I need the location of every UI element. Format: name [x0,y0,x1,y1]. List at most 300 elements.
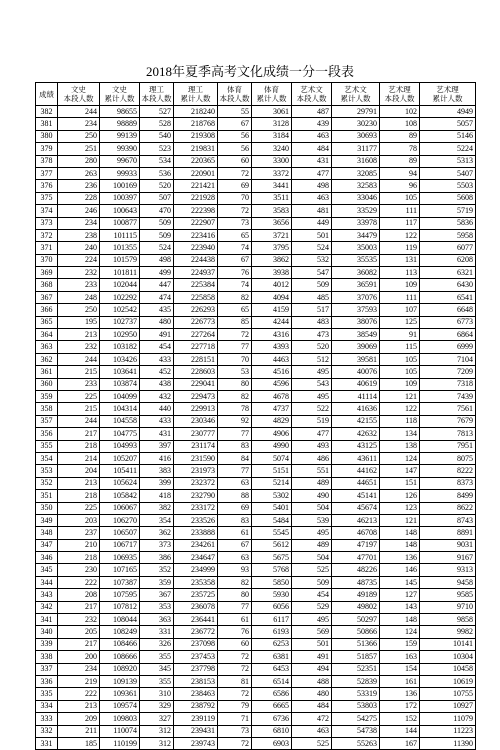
count-cell: 65 [218,304,252,316]
count-cell: 104099 [100,390,140,402]
count-cell: 238153 [174,675,218,687]
count-cell: 5074 [252,452,292,464]
count-cell: 9458 [420,576,476,588]
table-row [36,415,476,427]
count-cell: 447 [140,279,174,291]
table-row [36,254,476,266]
count-cell: 524 [140,242,174,254]
count-cell: 473 [292,329,332,341]
count-cell: 5302 [252,490,292,502]
score-cell: 344 [36,576,58,588]
count-cell: 219308 [174,130,218,142]
count-cell: 136 [380,552,420,564]
count-cell: 3300 [252,155,292,167]
count-cell: 151 [380,477,420,489]
score-cell: 341 [36,614,58,626]
table-row [36,353,476,365]
count-cell: 161 [380,675,420,687]
count-cell: 7104 [420,353,476,365]
count-cell: 7679 [420,415,476,427]
count-cell: 185 [58,737,100,749]
count-cell: 78 [218,403,252,415]
count-cell: 520 [140,180,174,192]
count-cell: 4094 [252,291,292,303]
count-cell: 454 [292,589,332,601]
count-cell: 3795 [252,242,292,254]
count-cell: 105 [380,192,420,204]
count-cell: 4596 [252,378,292,390]
count-cell: 480 [140,316,174,328]
count-cell: 41636 [332,403,380,415]
count-cell: 512 [292,353,332,365]
count-cell: 543 [292,378,332,390]
count-cell: 540 [140,130,174,142]
score-cell: 378 [36,155,58,167]
count-cell: 6430 [420,279,476,291]
count-cell: 233 [58,378,100,390]
count-cell: 119 [380,242,420,254]
count-cell: 5958 [420,229,476,241]
table-row [36,725,476,737]
count-cell: 63 [218,477,252,489]
count-cell: 495 [292,527,332,539]
count-cell: 509 [292,576,332,588]
count-cell: 82 [218,390,252,402]
count-cell: 11390 [420,737,476,749]
count-cell: 246 [58,205,100,217]
header-row [36,83,476,106]
table-row [36,341,476,353]
count-cell: 100397 [100,192,140,204]
count-cell: 56 [218,143,252,155]
count-cell: 109574 [100,700,140,712]
count-cell: 6117 [252,614,292,626]
table-row [36,267,476,279]
count-cell: 65 [218,229,252,241]
score-cell: 336 [36,675,58,687]
count-cell: 495 [292,614,332,626]
count-cell: 355 [140,675,174,687]
count-cell: 238 [58,229,100,241]
column-header: 艺术文 累计人数 [332,83,380,106]
count-cell: 222 [58,688,100,700]
count-cell: 3938 [252,267,292,279]
count-cell: 224438 [174,254,218,266]
count-cell: 312 [140,737,174,749]
score-cell: 332 [36,725,58,737]
count-cell: 6077 [420,242,476,254]
count-cell: 534 [140,155,174,167]
count-cell: 5151 [252,465,292,477]
table-row [36,167,476,179]
count-cell: 40076 [332,366,380,378]
table-row [36,465,476,477]
count-cell: 89 [380,130,420,142]
count-cell: 213 [58,329,100,341]
count-cell: 99390 [100,143,140,155]
count-cell: 232 [58,267,100,279]
count-cell: 228151 [174,353,218,365]
count-cell: 36082 [332,267,380,279]
count-cell: 3441 [252,180,292,192]
count-cell: 230346 [174,415,218,427]
count-cell: 53319 [332,688,380,700]
score-cell: 355 [36,440,58,452]
count-cell: 3184 [252,130,292,142]
count-cell: 144 [380,725,420,737]
count-cell: 5836 [420,217,476,229]
score-cell: 343 [36,589,58,601]
score-cell: 353 [36,465,58,477]
score-cell: 377 [36,167,58,179]
count-cell: 397 [140,440,174,452]
count-cell: 362 [140,527,174,539]
count-cell: 228603 [174,366,218,378]
count-cell: 52351 [332,663,380,675]
count-cell: 382 [140,502,174,514]
count-cell: 213 [58,477,100,489]
count-cell: 32085 [332,167,380,179]
count-cell: 218 [58,440,100,452]
count-cell: 431 [140,428,174,440]
count-cell: 102292 [100,291,140,303]
score-cell: 331 [36,737,58,749]
count-cell: 221421 [174,180,218,192]
count-cell: 251 [58,143,100,155]
score-cell: 356 [36,428,58,440]
count-cell: 237453 [174,651,218,663]
column-header: 理工 本段人数 [140,83,174,106]
count-cell: 70 [218,353,252,365]
count-cell: 237798 [174,663,218,675]
table-row [36,688,476,700]
count-cell: 9710 [420,601,476,613]
count-cell: 54738 [332,725,380,737]
count-cell: 110199 [100,737,140,749]
count-cell: 4949 [420,106,476,118]
count-cell: 5401 [252,502,292,514]
table-row [36,675,476,687]
count-cell: 4012 [252,279,292,291]
count-cell: 143 [380,601,420,613]
count-cell: 477 [292,167,332,179]
count-cell: 107387 [100,576,140,588]
count-cell: 76 [218,626,252,638]
count-cell: 88 [218,490,252,502]
count-cell: 219 [58,675,100,687]
count-cell: 551 [292,465,332,477]
count-cell: 35003 [332,242,380,254]
score-cell: 347 [36,539,58,551]
count-cell: 123 [380,502,420,514]
count-cell: 102542 [100,304,140,316]
count-cell: 6773 [420,316,476,328]
count-cell: 7561 [420,403,476,415]
count-cell: 5608 [420,192,476,204]
count-cell: 105 [380,366,420,378]
count-cell: 41114 [332,390,380,402]
count-cell: 524 [292,242,332,254]
count-cell: 52839 [332,675,380,687]
count-cell: 72 [218,205,252,217]
count-cell: 105624 [100,477,140,489]
count-cell: 454 [140,341,174,353]
count-cell: 101115 [100,229,140,241]
count-cell: 148 [380,539,420,551]
count-cell: 472 [292,713,332,725]
count-cell: 501 [292,229,332,241]
count-cell: 223940 [174,242,218,254]
count-cell: 237098 [174,638,218,650]
count-cell: 239743 [174,737,218,749]
count-cell: 102044 [100,279,140,291]
count-cell: 43611 [332,452,380,464]
count-cell: 217 [58,638,100,650]
count-cell: 55263 [332,737,380,749]
score-cell: 335 [36,688,58,700]
count-cell: 353 [140,601,174,613]
count-cell: 3061 [252,106,292,118]
count-cell: 432 [140,390,174,402]
count-cell: 101811 [100,267,140,279]
column-header: 理工 累计人数 [174,83,218,106]
count-cell: 200 [58,651,100,663]
table-row [36,242,476,254]
count-cell: 102 [380,106,420,118]
count-cell: 5057 [420,118,476,130]
count-cell: 5484 [252,514,292,526]
score-cell: 370 [36,254,58,266]
count-cell: 225384 [174,279,218,291]
count-cell: 509 [292,279,332,291]
count-cell: 215 [58,366,100,378]
count-cell: 517 [292,304,332,316]
count-cell: 148 [380,527,420,539]
count-cell: 233526 [174,514,218,526]
count-cell: 33529 [332,205,380,217]
count-cell: 60 [218,155,252,167]
table-row [36,552,476,564]
score-cell: 333 [36,713,58,725]
page-title: 2018年夏季高考文化成绩一分一段表 [145,64,354,79]
count-cell: 363 [140,614,174,626]
count-cell: 238792 [174,700,218,712]
count-cell: 230 [58,564,100,576]
count-cell: 234 [58,118,100,130]
count-cell: 72 [218,329,252,341]
count-cell: 105411 [100,465,140,477]
count-cell: 51857 [332,651,380,663]
count-cell: 5224 [420,143,476,155]
count-cell: 167 [380,737,420,749]
count-cell: 331 [140,626,174,638]
count-cell: 6193 [252,626,292,638]
score-table [35,82,476,750]
count-cell: 67 [218,118,252,130]
count-cell: 238463 [174,688,218,700]
count-cell: 6321 [420,267,476,279]
count-cell: 124 [380,626,420,638]
count-cell: 222398 [174,205,218,217]
count-cell: 4393 [252,341,292,353]
count-cell: 6810 [252,725,292,737]
count-cell: 4737 [252,403,292,415]
count-cell: 244 [58,415,100,427]
count-cell: 223416 [174,229,218,241]
count-cell: 386 [140,552,174,564]
count-cell: 373 [140,539,174,551]
count-cell: 138 [380,440,420,452]
count-cell: 519 [292,415,332,427]
count-cell: 31177 [332,143,380,155]
count-cell: 125 [380,316,420,328]
count-cell: 248 [58,291,100,303]
count-cell: 50866 [332,626,380,638]
count-cell: 7318 [420,378,476,390]
count-cell: 53 [218,366,252,378]
count-cell: 89 [380,155,420,167]
count-cell: 225 [58,502,100,514]
count-cell: 209 [58,713,100,725]
count-cell: 449 [292,217,332,229]
count-cell: 463 [292,130,332,142]
count-cell: 480 [292,688,332,700]
count-cell: 217 [58,601,100,613]
count-cell: 528 [140,118,174,130]
count-cell: 214 [58,452,100,464]
count-cell: 490 [292,490,332,502]
count-cell: 569 [292,626,332,638]
score-cell: 362 [36,353,58,365]
count-cell: 9167 [420,552,476,564]
count-cell: 231590 [174,452,218,464]
count-cell: 6453 [252,663,292,675]
count-cell: 108466 [100,638,140,650]
table-row [36,564,476,576]
count-cell: 488 [292,675,332,687]
count-cell: 470 [140,205,174,217]
count-cell: 539 [292,514,332,526]
count-cell: 104775 [100,428,140,440]
column-header: 体育 累计人数 [252,83,292,106]
count-cell: 83 [218,514,252,526]
table-row [36,106,476,118]
count-cell: 109 [380,279,420,291]
count-cell: 124 [380,452,420,464]
count-cell: 103182 [100,341,140,353]
count-cell: 74 [218,242,252,254]
score-cell: 342 [36,601,58,613]
count-cell: 228 [58,192,100,204]
count-cell: 501 [292,638,332,650]
count-cell: 222 [58,576,100,588]
count-cell: 220365 [174,155,218,167]
column-header: 文史 累计人数 [100,83,140,106]
count-cell: 98655 [100,106,140,118]
count-cell: 532 [292,254,332,266]
count-cell: 92 [218,415,252,427]
count-cell: 3583 [252,205,292,217]
count-cell: 44651 [332,477,380,489]
count-cell: 8075 [420,452,476,464]
score-cell: 363 [36,341,58,353]
count-cell: 45674 [332,502,380,514]
count-cell: 84 [218,452,252,464]
table-row [36,713,476,725]
count-cell: 232372 [174,477,218,489]
count-cell: 280 [58,155,100,167]
count-cell: 431 [292,155,332,167]
count-cell: 222907 [174,217,218,229]
score-cell: 358 [36,403,58,415]
count-cell: 229473 [174,390,218,402]
count-cell: 483 [292,316,332,328]
count-cell: 172 [380,700,420,712]
table-row [36,539,476,551]
score-cell: 373 [36,217,58,229]
count-cell: 440 [140,403,174,415]
count-cell: 48226 [332,564,380,576]
count-cell: 231174 [174,440,218,452]
count-cell: 49189 [332,589,380,601]
count-cell: 489 [292,477,332,489]
count-cell: 232 [58,341,100,353]
count-cell: 110074 [100,725,140,737]
count-cell: 136 [380,688,420,700]
table-row [36,638,476,650]
count-cell: 522 [292,403,332,415]
score-cell: 371 [36,242,58,254]
count-cell: 211 [58,725,100,737]
table-row [36,143,476,155]
count-cell: 102737 [100,316,140,328]
count-cell: 85 [218,316,252,328]
count-cell: 231973 [174,465,218,477]
table-row [36,217,476,229]
count-cell: 38076 [332,316,380,328]
count-cell: 240 [58,242,100,254]
count-cell: 4906 [252,428,292,440]
count-cell: 484 [292,143,332,155]
count-cell: 105207 [100,452,140,464]
score-cell: 338 [36,651,58,663]
count-cell: 230777 [174,428,218,440]
count-cell: 10141 [420,638,476,650]
table-row [36,502,476,514]
score-cell: 365 [36,316,58,328]
count-cell: 4678 [252,390,292,402]
count-cell: 509 [140,229,174,241]
count-cell: 6514 [252,675,292,687]
score-cell: 337 [36,663,58,675]
count-cell: 106270 [100,514,140,526]
count-cell: 217 [58,428,100,440]
table-row [36,440,476,452]
column-header: 体育 本段人数 [218,83,252,106]
count-cell: 4244 [252,316,292,328]
count-cell: 113 [380,267,420,279]
count-cell: 529 [292,601,332,613]
count-cell: 3721 [252,229,292,241]
count-cell: 53803 [332,700,380,712]
count-cell: 439 [292,118,332,130]
count-cell: 72 [218,167,252,179]
count-cell: 227264 [174,329,218,341]
count-cell: 108920 [100,663,140,675]
count-cell: 131 [380,254,420,266]
count-cell: 38549 [332,329,380,341]
count-cell: 383 [140,465,174,477]
